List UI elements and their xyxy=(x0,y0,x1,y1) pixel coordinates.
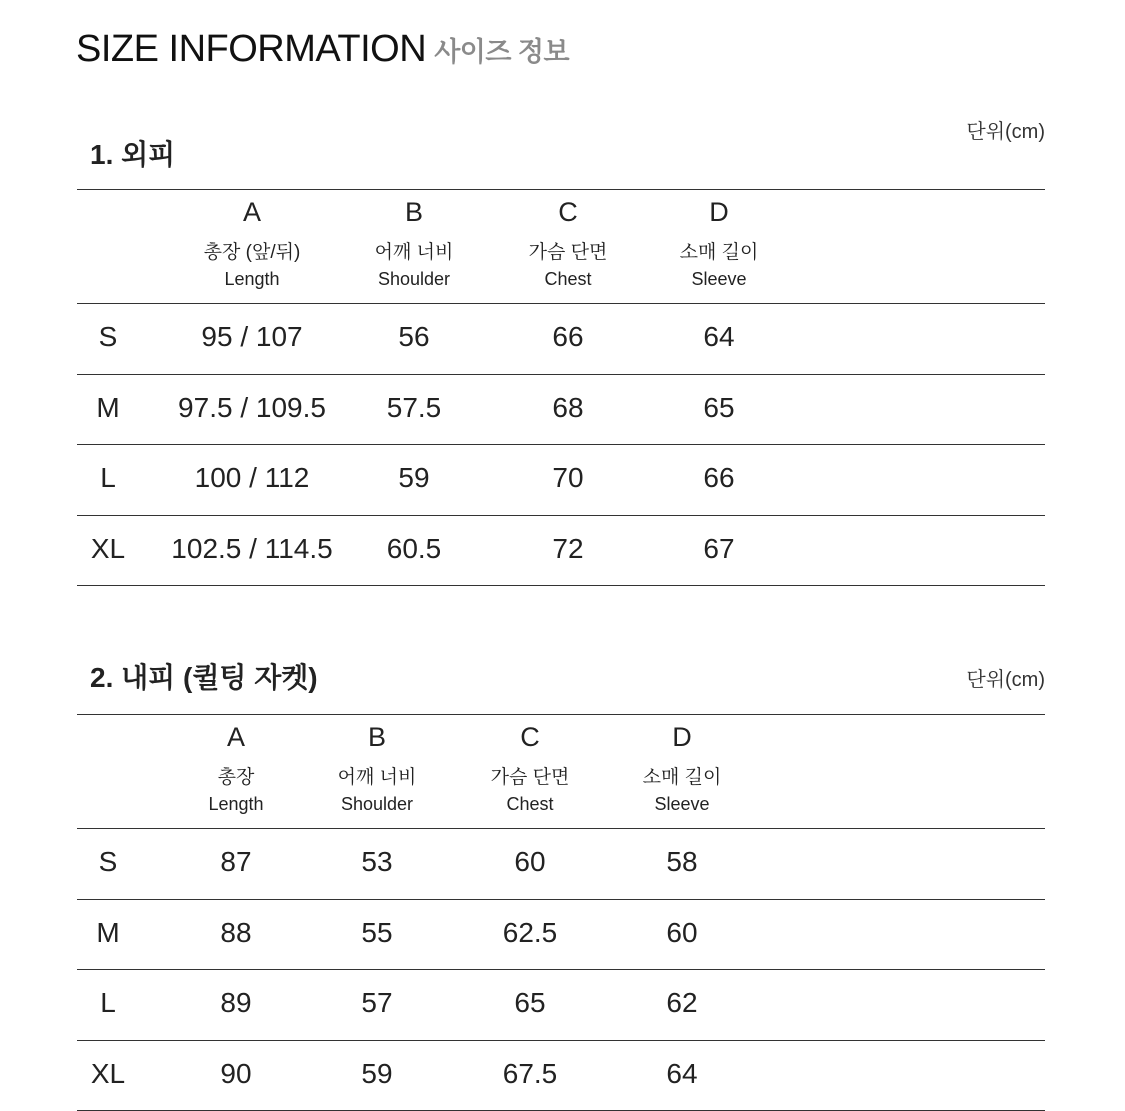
measurement-cell: 89 xyxy=(220,987,252,1018)
header-korean: 소매 길이 xyxy=(679,242,759,263)
unit-label: 단위(cm) xyxy=(966,121,1045,143)
measurement-cell: 87 xyxy=(220,846,252,877)
table-row xyxy=(77,969,1045,1040)
measurement-cell: 88 xyxy=(220,916,252,948)
measurement-cell: 56 xyxy=(398,321,430,352)
measurement-cell: 59 xyxy=(361,1057,393,1089)
header-letter: D xyxy=(709,197,729,227)
size-label: L xyxy=(100,462,116,493)
measurement-cell: 66 xyxy=(552,321,584,352)
measurement-cell: 57 xyxy=(361,987,393,1018)
size-label: M xyxy=(96,391,120,423)
page-title xyxy=(76,28,569,71)
header-korean: 어깨 너비 xyxy=(337,767,417,788)
header-letter: C xyxy=(558,197,578,227)
header-korean: 어깨 너비 xyxy=(374,242,454,263)
measurement-cell: 64 xyxy=(666,1057,698,1089)
title-ko: 사이즈 정보 xyxy=(434,37,570,67)
header-english: Length xyxy=(208,794,264,814)
header-letter: A xyxy=(226,722,245,752)
header-korean: 총장 xyxy=(217,767,255,788)
size-label: L xyxy=(100,987,116,1018)
table-row xyxy=(77,303,1045,374)
section-title-inner: 2. 내피 (퀼팅 자켓) xyxy=(90,662,318,693)
measurement-cell: 95 / 107 xyxy=(201,321,303,352)
header-letter: B xyxy=(367,722,386,752)
measurement-cell: 97.5 / 109.5 xyxy=(178,391,326,423)
table-row xyxy=(77,899,1045,970)
measurement-cell: 100 / 112 xyxy=(194,462,310,493)
table-rule xyxy=(77,585,1045,586)
header-english: Shoulder xyxy=(377,269,451,289)
table-row xyxy=(77,1040,1045,1111)
header-korean: 가슴 단면 xyxy=(528,242,608,263)
header-english: Shoulder xyxy=(340,794,414,814)
table-row xyxy=(77,444,1045,515)
header-korean: 총장 (앞/뒤) xyxy=(203,242,301,263)
measurement-cell: 57.5 xyxy=(386,391,442,423)
size-label: XL xyxy=(90,532,126,564)
size-label: S xyxy=(98,321,118,352)
measurement-cell: 70 xyxy=(552,462,584,493)
measurement-cell: 67 xyxy=(703,532,735,564)
header-english: Chest xyxy=(506,794,554,814)
measurement-cell: 65 xyxy=(514,987,546,1018)
measurement-cell: 72 xyxy=(552,532,584,564)
header-letter: B xyxy=(404,197,423,227)
table-row xyxy=(77,828,1045,899)
measurement-cell: 64 xyxy=(703,321,735,352)
measurement-cell: 65 xyxy=(703,391,735,423)
measurement-cell: 66 xyxy=(703,462,735,493)
header-korean: 소매 길이 xyxy=(642,767,722,788)
header-english: Length xyxy=(224,269,280,289)
measurement-cell: 67.5 xyxy=(502,1057,558,1089)
title-en: SIZE INFORMATION xyxy=(76,28,427,70)
measurement-cell: 58 xyxy=(666,846,698,877)
header-english: Sleeve xyxy=(654,794,710,814)
measurement-cell: 90 xyxy=(220,1057,252,1089)
size-label: M xyxy=(96,916,120,948)
measurement-cell: 62 xyxy=(666,987,698,1018)
unit-label: 단위(cm) xyxy=(966,669,1045,691)
table-row xyxy=(77,515,1045,586)
measurement-cell: 102.5 / 114.5 xyxy=(171,532,333,564)
measurement-cell: 53 xyxy=(361,846,393,877)
measurement-cell: 60.5 xyxy=(386,532,442,564)
header-letter: C xyxy=(520,722,540,752)
measurement-cell: 68 xyxy=(552,391,584,423)
table-row xyxy=(77,374,1045,445)
measurement-cell: 62.5 xyxy=(502,916,558,948)
header-letter: D xyxy=(672,722,692,752)
header-korean: 가슴 단면 xyxy=(490,767,570,788)
header-letter: A xyxy=(242,197,261,227)
table-header xyxy=(77,189,1045,303)
measurement-cell: 59 xyxy=(398,462,430,493)
size-label: S xyxy=(98,846,118,877)
table-header xyxy=(77,714,1045,828)
header-english: Sleeve xyxy=(691,269,747,289)
section-title-outer: 1. 외피 xyxy=(90,139,176,170)
measurement-cell: 55 xyxy=(361,916,393,948)
measurement-cell: 60 xyxy=(666,916,698,948)
header-english: Chest xyxy=(544,269,592,289)
size-label: XL xyxy=(90,1057,126,1089)
measurement-cell: 60 xyxy=(514,846,546,877)
